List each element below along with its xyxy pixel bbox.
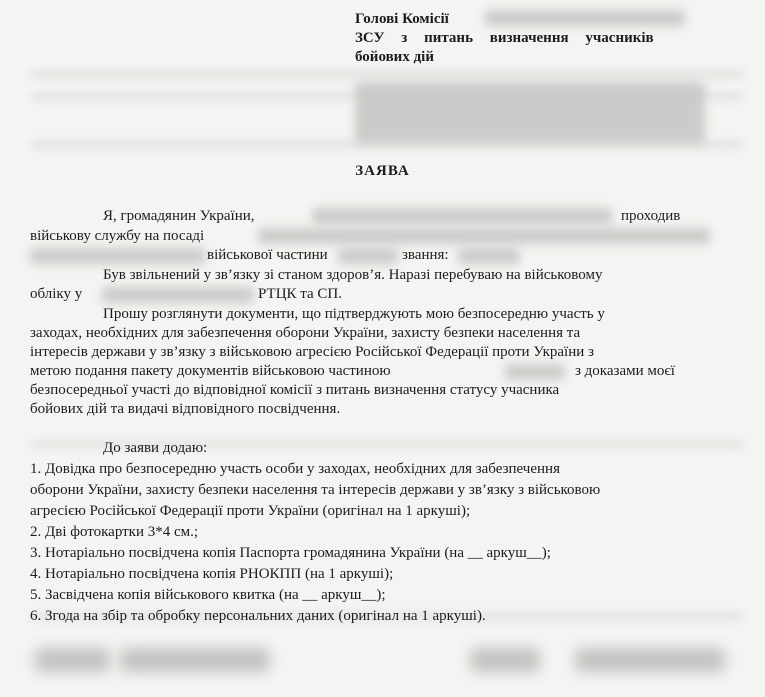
body-line: метою подання пакету документів військовою частиною [30,363,391,379]
redacted-applicant-name [312,208,612,224]
bleed-through-texture [30,70,745,79]
attachments-heading: До заяви додаю: [103,440,208,456]
redacted-rank [458,248,520,264]
addressee-line-1: Голові Комісії [355,11,449,27]
attachments-list [30,459,600,627]
body-line: військову службу на посаді [30,228,205,244]
redacted-commission-name [485,10,685,26]
body-line: Прошу розглянути документи, що підтверджують мою безпосередню участь у [103,306,605,322]
body-line: інтересів держави у зв’язку з військовою агресією Російської Федерації проти України з [30,344,594,360]
list-item: 4. Нотаріально посвідчена копія РНОКПП (на 1 аркуші); [30,566,394,582]
body-line: заходах, необхідних для забезпечення оборони України, захисту безпеки населення та [30,325,581,341]
body-line: безпосередньої участі до відповідної комісії з питань визначення статусу учасника [30,382,560,398]
redacted-signature-name [575,648,725,672]
list-item: оборони України, захисту безпеки населення та інтересів держави у зв’язку з військовою [30,482,601,498]
body-line: РТЦК та СП. [258,286,343,302]
list-item: агресією Російської Федерації проти України (оригінал на 1 аркуші); [30,503,471,519]
redacted-tcc-name [102,287,254,303]
body-line [103,207,255,226]
redacted-unit-number [338,248,398,264]
addressee-line-3: бойових дій [355,49,434,65]
redacted-position [258,228,710,244]
list-item: 1. Довідка про безпосередню участь особи у заходах, необхідних для забезпечення [30,461,560,477]
redacted-unit-number [505,364,565,380]
redacted-position-continued [30,248,205,264]
list-item: 2. Дві фотокартки 3*4 см.; [30,524,199,540]
document-title: ЗАЯВА [355,163,410,179]
applicant-intro: Я, громадянин України, [103,208,255,224]
list-item: 5. Засвідчена копія військового квитка (на __ аркуш__); [30,587,386,603]
redacted-signature [470,648,540,672]
redacted-date [35,648,110,672]
list-item: 6. Згода на збір та обробку персональних даних (оригінал на 1 аркуші). [30,608,486,624]
body-line: бойових дій та видачі відповідного посвідчення. [30,401,341,417]
list-item: 3. Нотаріально посвідчена копія Паспорта громадянина України (на __ аркуш__); [30,545,551,561]
body-line: Був звільнений у зв’язку зі станом здоров’я. Наразі перебуваю на військовому [103,267,603,283]
body-line: з доказами моєї [575,363,675,379]
redacted-date-text [120,648,270,672]
body-line: звання: [402,247,449,263]
body-line: проходив [621,208,681,224]
addressee-line-2: ЗСУ з питань визначення учасників [355,30,654,46]
body-line: обліку у [30,286,83,302]
redacted-address-block [355,82,705,144]
body-line: військової частини [207,247,328,263]
